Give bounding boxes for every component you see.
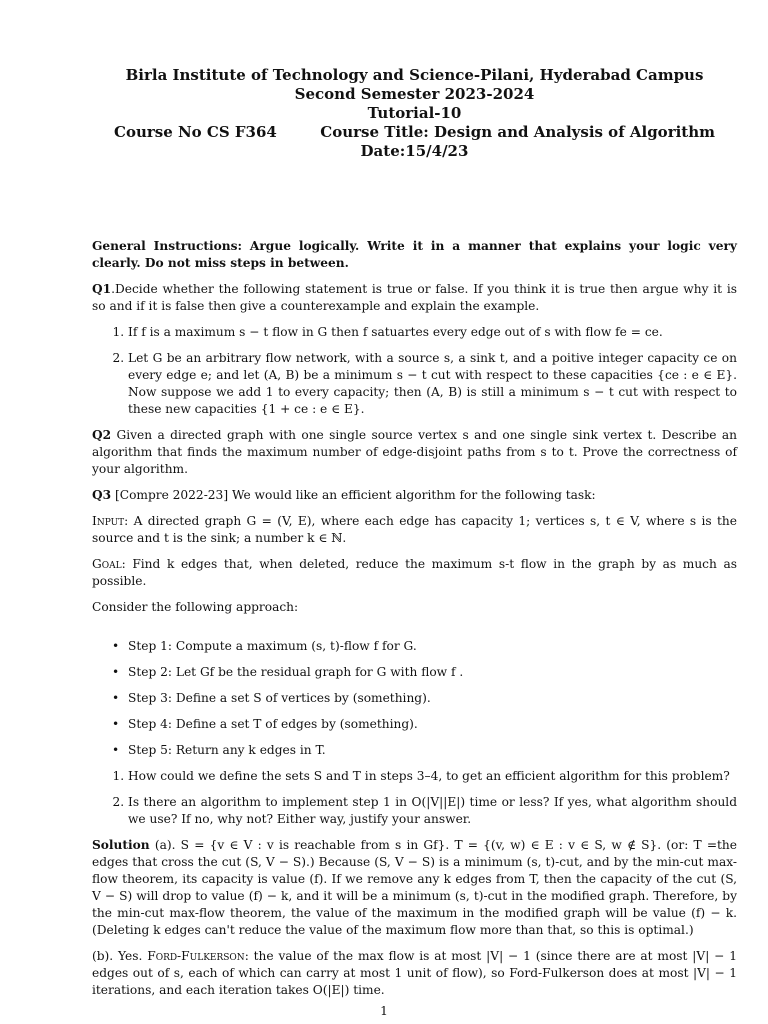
solution-b-method: Ford-Fulkerson bbox=[147, 949, 245, 963]
step-item: • Step 3: Define a set S of vertices by (something). bbox=[112, 690, 737, 707]
solution-a-text: (a). S = {v ∈ V : v is reachable from s in Gf}. T = {(v, w) ∈ E : v ∈ S, w ∉ S}. (or: T =the edges that cross the cut (S, V − S).) Because (S, V − S) is a minimum (s, t)-cut, and by the min-cut max-flow theorem, its capacity is value (f). If we remove any k edges from T, then the capacity of the cut (S, V − S) will drop to value (f) − k, and it will be a minimum (s, t)-cut in the modified graph. Therefore, by the min-cut max-flow theorem, the value of the maximum in the modified graph will be value (f) − k. (Deleting k edges can't reduce the value of the maximum flow more than that, so this is optimal.) bbox=[92, 838, 737, 937]
q1-list bbox=[92, 324, 737, 418]
q3-question: 1. How could we define the sets S and T in steps 3–4, to get an efficient algorithm for this problem? bbox=[128, 768, 737, 785]
course-number: Course No CS F364 bbox=[114, 123, 277, 141]
q3-goal bbox=[92, 556, 737, 590]
general-instructions: General Instructions: Argue logically. Write it in a manner that explains your logic very clearly. Do not miss steps in between. bbox=[92, 239, 737, 270]
q3-intro: [Compre 2022-23] We would like an efficient algorithm for the following task: bbox=[111, 488, 596, 502]
q1-item: 1. If f is a maximum s − t flow in G then f satuartes every edge out of s with flow fe = ce. bbox=[128, 324, 737, 341]
q2-prompt bbox=[92, 427, 737, 478]
q2-text: Given a directed graph with one single source vertex s and one single sink vertex t. Describe an algorithm that finds the maximum number of edge-disjoint paths from s to t. Prove the correctness of your algorithm. bbox=[92, 428, 737, 476]
solution-b-text: : the value of the max flow is at most |V| − 1 (since there are at most |V| − 1 edges out of s, each of which can carry at most 1 unit of flow), so Ford-Fulkerson does at most |V| − 1 iterations, and each iteration takes O(|E|) time. bbox=[92, 949, 737, 997]
input-text: A directed graph G = (V, E), where each edge has capacity 1; vertices s, t ∈ V, where s is the source and t is the sink; a number k ∈ ℕ. bbox=[92, 514, 737, 545]
solution-label: Solution bbox=[92, 838, 150, 852]
step-item: • Step 4: Define a set T of edges by (something). bbox=[112, 716, 737, 733]
q3-prompt bbox=[92, 487, 737, 504]
solution-b-prefix: (b). Yes. bbox=[92, 949, 148, 963]
q1-label: Q1 bbox=[92, 282, 112, 296]
q1-text: .Decide whether the following statement is true or false. If you think it is true then argue why it is so and if it is false then give a counterexample and explain the example. bbox=[92, 282, 737, 313]
document-body bbox=[92, 238, 737, 1008]
semester: Second Semester 2023-2024 bbox=[294, 85, 535, 103]
q3-input bbox=[92, 513, 737, 547]
q3-question: 2. Is there an algorithm to implement step 1 in O(|V||E|) time or less? If yes, what algorithm should we use? If no, why not? Either way, justify your answer. bbox=[128, 794, 737, 828]
goal-label: Goal: bbox=[92, 557, 126, 571]
q1-item: 2. Let G be an arbitrary flow network, with a source s, a sink t, and a poitive integer capacity ce on every edge e; and let (A, B) be a minimum s − t cut with respect to these capacities {ce : e ∈ E}. Now suppose we add 1 to every capacity; then (A, B) is still a minimum s − t cut with respect to these new capacities {1 + ce : e ∈ E}. bbox=[128, 350, 737, 418]
step-item: • Step 1: Compute a maximum (s, t)-flow f for G. bbox=[112, 638, 737, 655]
q2-label: Q2 bbox=[92, 428, 112, 442]
page-number: 1 bbox=[380, 1004, 388, 1018]
q3-questions bbox=[92, 768, 737, 828]
q3-steps bbox=[92, 638, 737, 759]
q3-label: Q3 bbox=[92, 488, 112, 502]
q3-approach: Consider the following approach: bbox=[92, 600, 299, 614]
solution-part-b bbox=[92, 948, 737, 999]
solution-part-a bbox=[92, 837, 737, 939]
course-title: Course Title: Design and Analysis of Algorithm bbox=[320, 123, 715, 141]
document-header bbox=[92, 66, 737, 161]
date: Date:15/4/23 bbox=[360, 142, 469, 160]
course-line bbox=[92, 123, 737, 142]
q1-prompt bbox=[92, 281, 737, 315]
institute-name: Birla Institute of Technology and Science-Pilani, Hyderabad Campus bbox=[125, 66, 704, 84]
step-item: • Step 5: Return any k edges in T. bbox=[112, 742, 737, 759]
input-label: Input: bbox=[92, 514, 129, 528]
tutorial-title: Tutorial-10 bbox=[367, 104, 462, 122]
goal-text: Find k edges that, when deleted, reduce the maximum s-t flow in the graph by as much as possible. bbox=[92, 557, 737, 588]
step-item: • Step 2: Let Gf be the residual graph for G with flow f . bbox=[112, 664, 737, 681]
